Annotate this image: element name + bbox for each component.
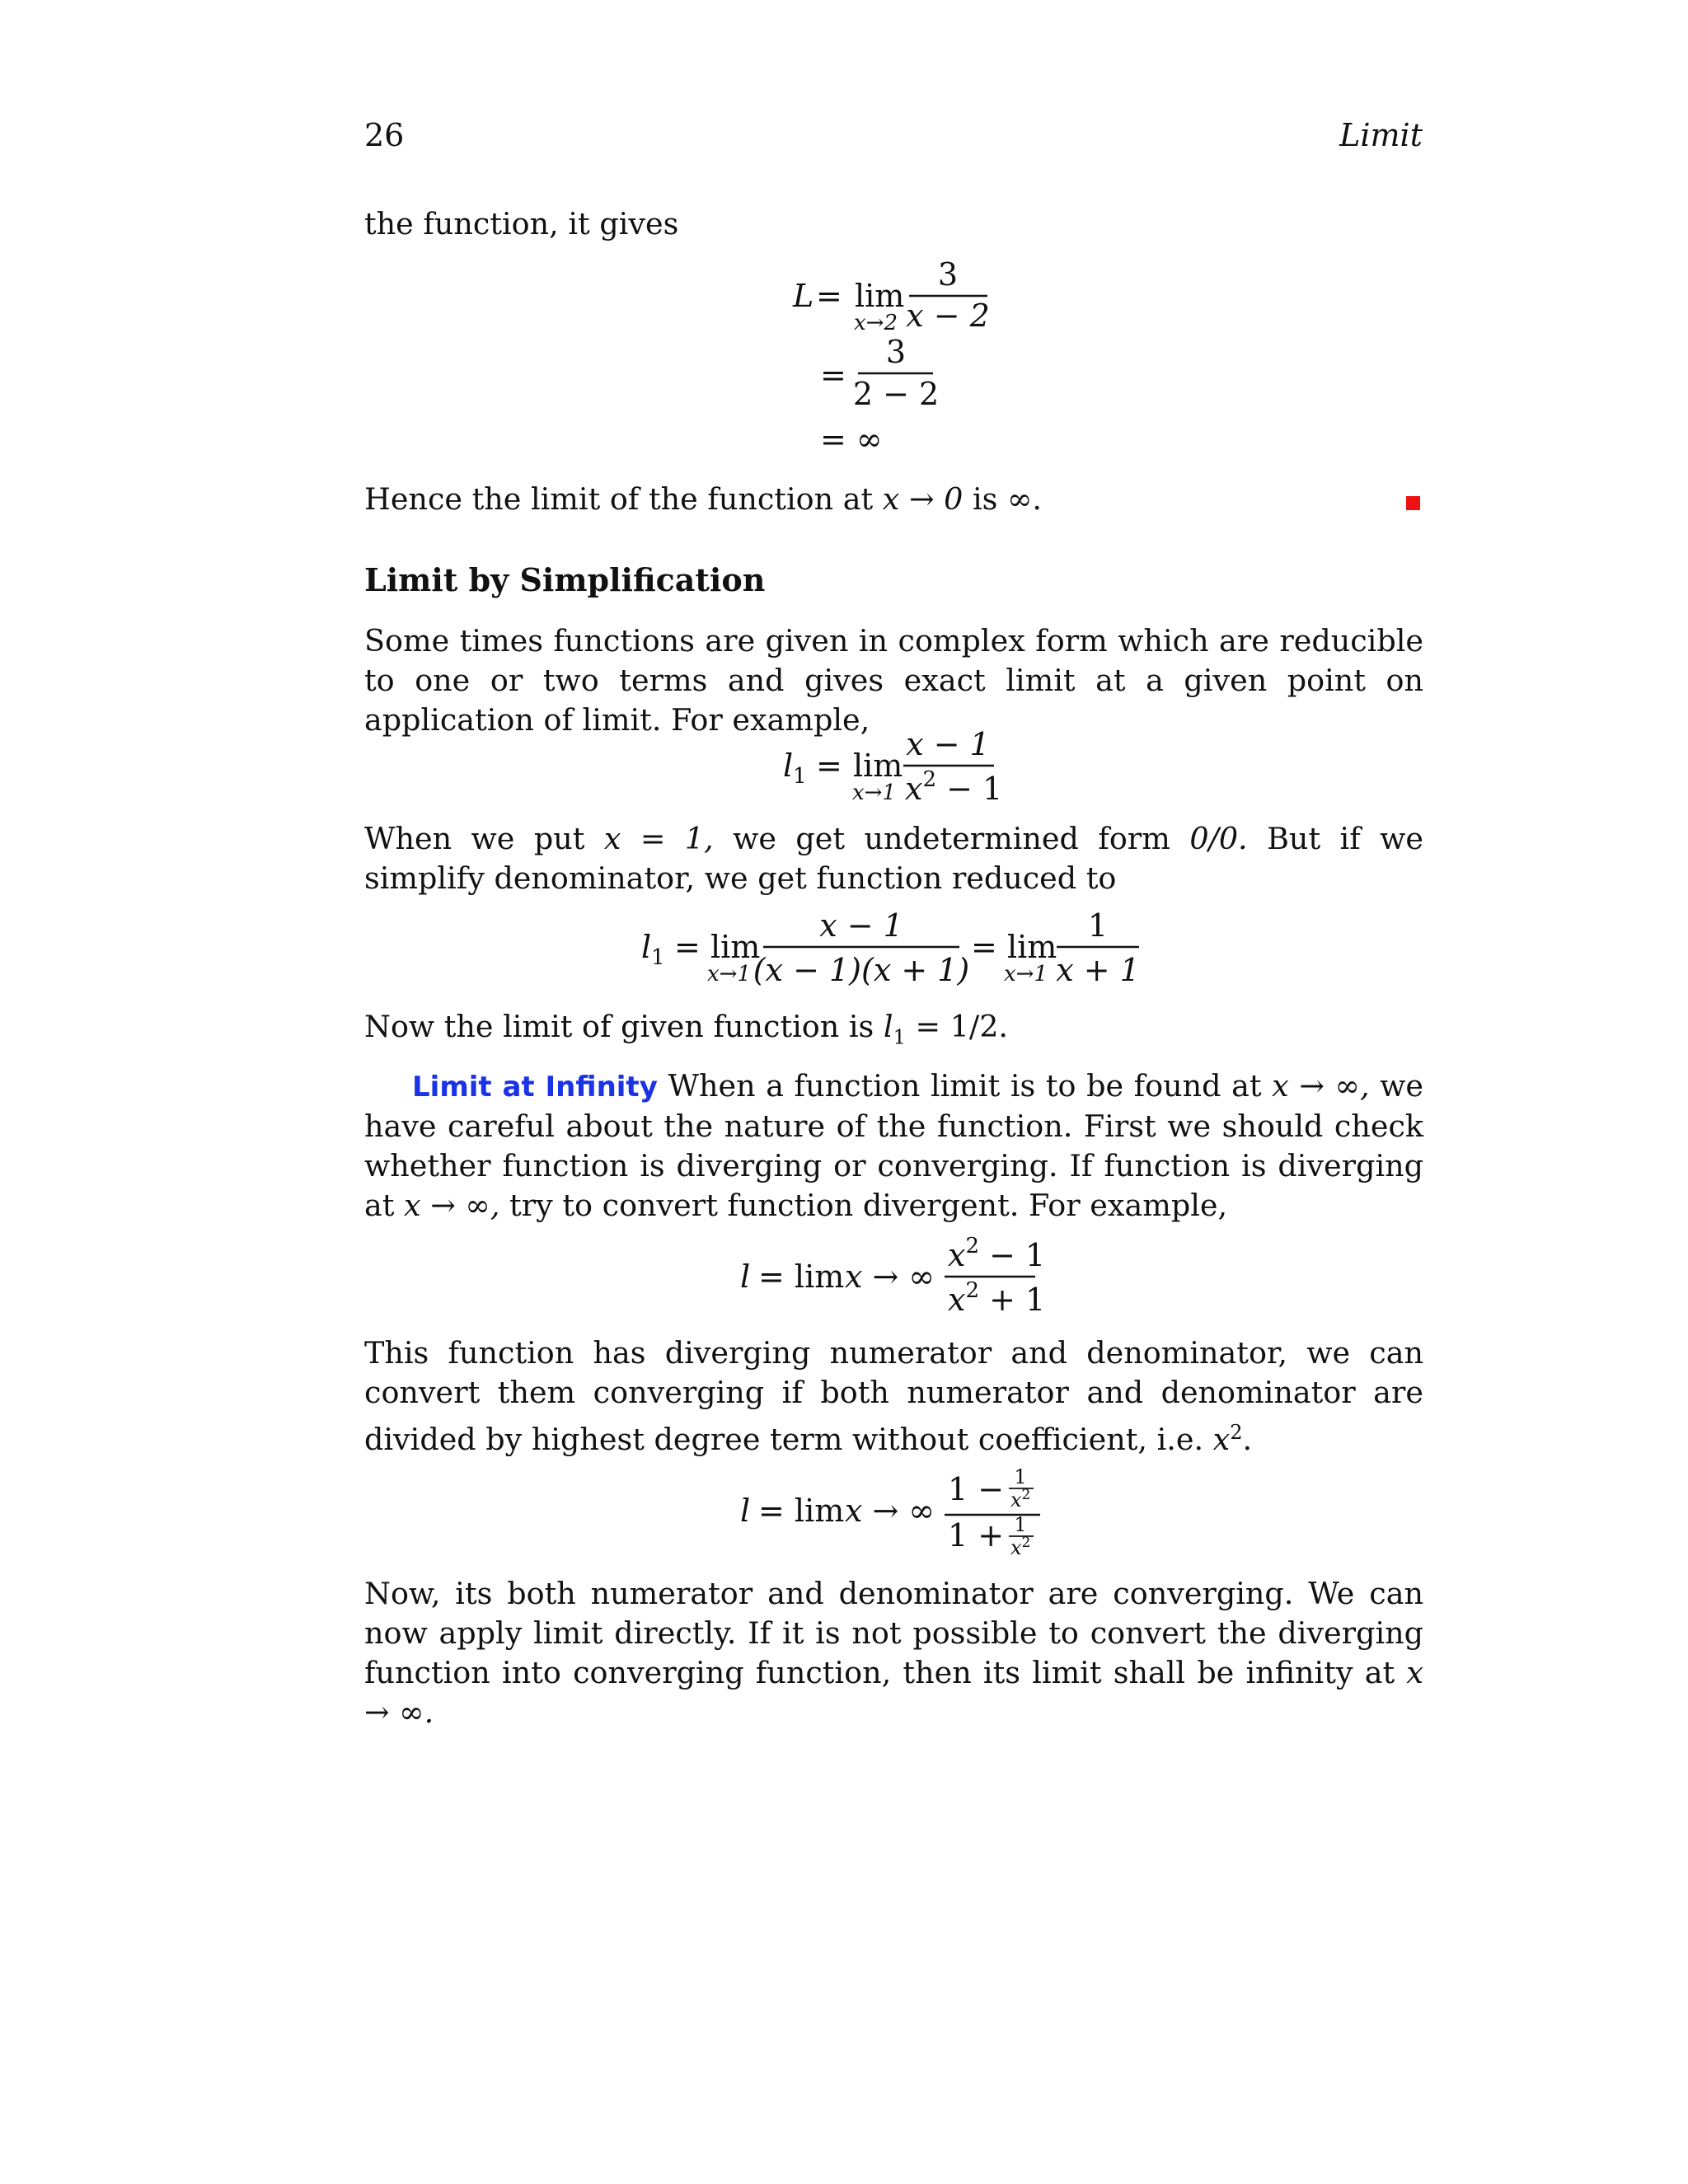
runin-heading-limit-at-infinity: Limit at Infinity: [412, 1071, 658, 1104]
eq4-arrow: x → ∞: [845, 1258, 935, 1295]
eq2-den-sup: 2: [922, 767, 936, 792]
eq4-num: [948, 1234, 1045, 1273]
eq5-den-lead: 1 +: [948, 1517, 1005, 1554]
eq4-num-sup: 2: [965, 1234, 979, 1258]
eq5-den-small-den: $x^2$: [1010, 1535, 1031, 1559]
eq4-den-x: x: [948, 1282, 966, 1318]
eq2-den-tail: − 1: [935, 771, 1003, 807]
paragraph-diverging-numerator: [364, 1333, 1423, 1460]
eq1-frac1-num: 3: [937, 256, 959, 293]
eq1-frac2-num: 3: [885, 334, 907, 370]
eq1-lim-sub: x→2: [854, 311, 898, 335]
eq4-den: [948, 1278, 1045, 1318]
eq4-den-sup: 2: [965, 1278, 979, 1303]
eq4-num-x: x: [948, 1237, 966, 1273]
para2-text-b: we get undetermined form: [733, 821, 1170, 856]
para3-sub: 1: [893, 1025, 906, 1049]
conclusion-line: [364, 480, 1423, 519]
equation-block-limit-infinity: [0, 255, 1688, 457]
eq3-lim-2: lim: [1007, 929, 1057, 965]
eq2-equals: =: [816, 748, 842, 784]
conclusion-mid: is: [972, 481, 998, 517]
para3-math: l: [883, 1009, 893, 1044]
para5-math: x: [1212, 1422, 1231, 1458]
para4-math-1: x → ∞,: [1272, 1068, 1370, 1104]
eq2-lhs: l: [783, 748, 794, 784]
conclusion-math: x → 0: [882, 481, 964, 517]
eq3-num1: x − 1: [819, 907, 903, 944]
conclusion-value: ∞.: [1007, 481, 1043, 517]
section-heading: Limit by Simplification: [364, 561, 766, 598]
eq2-lhs-sub: 1: [793, 764, 807, 789]
conclusion-text: Hence the limit of the function at: [364, 481, 874, 517]
paragraph-simplification-intro: Some times functions are given in complex form which are reducible to one or two terms and gives exact limit at a given point on application of limit. For example,: [364, 623, 1423, 738]
eq3-lim: lim: [710, 929, 761, 965]
para6-math: x → ∞.: [364, 1655, 1423, 1730]
para5-text: This function has diverging numerator and denominator, we can convert them converging if both numerator and denominator are divided by highest degree term without coefficient, i.e.: [364, 1335, 1423, 1458]
eq4-rhs: = lim: [758, 1258, 845, 1295]
para3-text: Now the limit of given function is: [364, 1009, 874, 1044]
eq2-num: x − 1: [906, 726, 990, 762]
eq3-lhs: l: [641, 929, 652, 965]
para5-sup: 2: [1230, 1421, 1243, 1444]
qed-square-icon: [1406, 496, 1420, 510]
eq4-den-tail: + 1: [978, 1282, 1046, 1318]
eq5-rhs: = lim: [758, 1493, 845, 1529]
eq3-den2: x + 1: [1056, 952, 1140, 988]
eq3-num2: 1: [1087, 907, 1109, 944]
eq5-den-small-num: 1: [1014, 1513, 1027, 1536]
para4-math-2: x → ∞,: [404, 1188, 500, 1223]
eq3-equals-2: =: [971, 929, 997, 965]
page-number: 26: [364, 117, 405, 153]
para3-tail: = 1/2.: [915, 1009, 1009, 1044]
paragraph-undetermined-form: [364, 819, 1423, 898]
eq3-lim2-sub: x→1: [1004, 962, 1048, 987]
para2-text-a: When we put: [364, 821, 585, 856]
eq3-den1: (x − 1)(x + 1): [753, 952, 970, 988]
para4-text-c: try to convert function divergent. For example,: [509, 1188, 1228, 1223]
eq3-lim-sub: x→1: [707, 962, 751, 987]
para2-text-c: But if we simplify denominator, we get function reduced to: [364, 821, 1423, 896]
eq1-result: = ∞: [820, 421, 883, 457]
para2-math-2: 0/0.: [1189, 821, 1248, 856]
eq1-lim: lim: [855, 278, 905, 314]
eq2-lim-sub: x→1: [852, 780, 896, 805]
running-title: Limit: [1339, 117, 1423, 153]
eq1-equals: =: [816, 278, 842, 314]
para4-text-a: When a function limit is to be found at: [668, 1068, 1262, 1104]
eq3-lhs-sub: 1: [651, 945, 665, 970]
eq1-frac1-den: x − 2: [906, 298, 990, 334]
paragraph-limit-result: [364, 1007, 1423, 1057]
eq1-lhs: L: [793, 278, 814, 314]
eq1-equals-2: =: [820, 357, 846, 393]
eq5-arrow: x → ∞: [845, 1493, 935, 1529]
para4-text-b: we have careful about the nature of the function. First we should check whether function is diverging or converging. If function is diverging at: [364, 1068, 1424, 1223]
para6-text: Now, its both numerator and denominator are converging. We can now apply limit directly. If it is not possible to convert the diverging function into converging function, then its limit shall be infinity at: [364, 1576, 1423, 1690]
para2-math-1: x = 1,: [603, 821, 714, 856]
intro-line: the function, it gives: [364, 206, 679, 241]
eq5-num-small-den: $x^2$: [1010, 1487, 1031, 1511]
eq4-num-tail: − 1: [978, 1237, 1046, 1273]
eq5-num-lead: 1 −: [948, 1471, 1005, 1507]
eq1-frac2-den: 2 − 2: [852, 376, 940, 412]
eq2-den-x: x: [905, 771, 923, 807]
eq2-lim: lim: [853, 748, 903, 784]
paragraph-limit-at-infinity: [364, 1066, 1423, 1226]
eq3-equals: =: [674, 929, 701, 965]
eq5-lhs: l: [740, 1493, 751, 1529]
eq4-lhs: l: [740, 1258, 751, 1295]
eq2-den: [905, 767, 1002, 807]
eq5-num-small-num: 1: [1014, 1465, 1027, 1488]
paragraph-converging-conclusion: [364, 1574, 1423, 1732]
para5-tail: .: [1242, 1422, 1253, 1458]
